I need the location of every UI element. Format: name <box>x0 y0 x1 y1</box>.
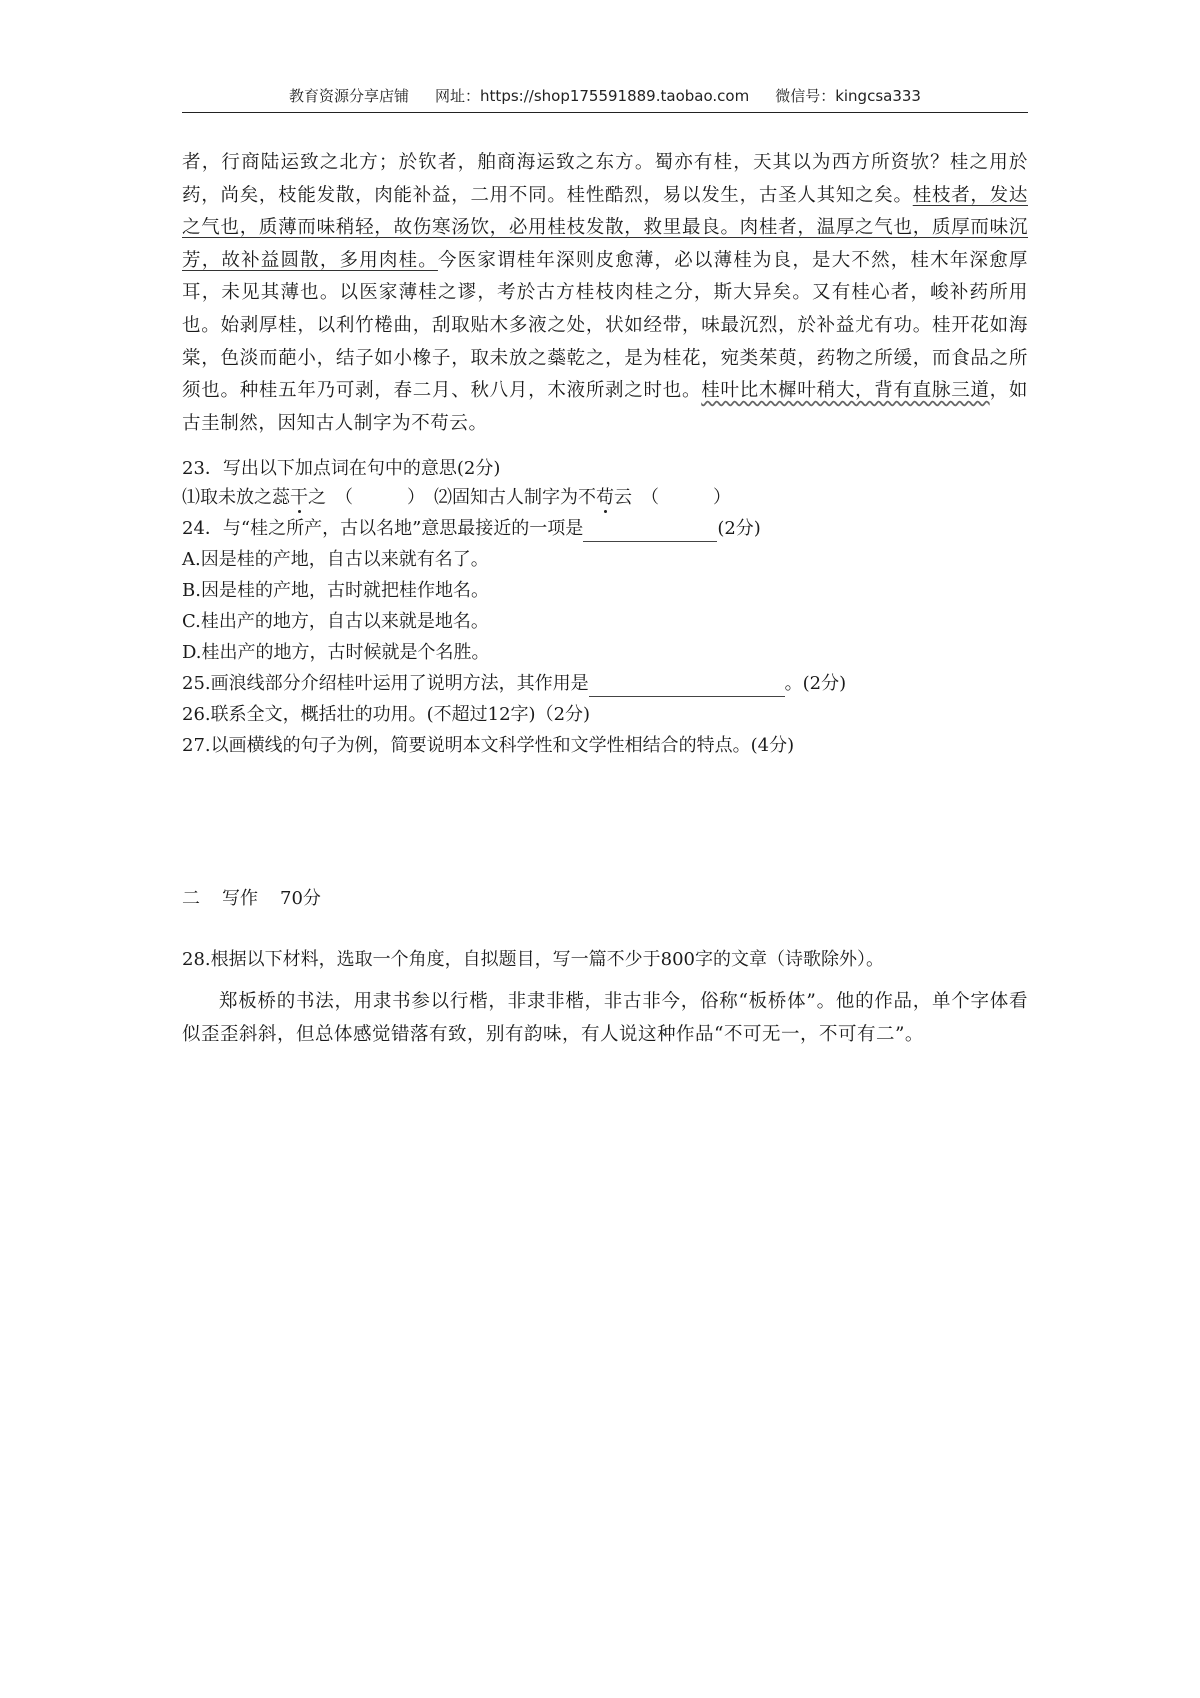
option-b: B.因是桂的产地，古时就把桂作地名。 <box>182 580 489 601</box>
q23-item1-text: ⑴取未放之蕊 <box>182 487 290 508</box>
q25-text: 25.画浪线部分介绍桂叶运用了说明方法，其作用是 <box>182 673 589 694</box>
header-shop: 教育资源分享店铺 <box>289 87 410 105</box>
option-a: A.因是桂的产地，自古以来就有名了。 <box>182 549 489 570</box>
q23-item2-post: 云 （ <box>614 487 659 508</box>
dotted-char: 苟 <box>596 487 614 508</box>
reading-passage <box>182 147 1028 440</box>
wavy-underlined-sentence: 桂叶比木樨叶稍大，背有直脉三道 <box>701 380 990 402</box>
section-number: 二 <box>182 888 200 909</box>
passage-text-3: ，如古圭制然，因知古人制字为不苟云。 <box>182 380 1029 434</box>
section-name: 写作 <box>222 888 258 909</box>
q24-text: 24．与“桂之所产，古以名地”意思最接近的一项是 <box>182 518 584 539</box>
header-url: 网址：https://shop175591889.taobao.com <box>435 87 750 105</box>
question-26: 26.联系全文，概括壮的功用。(不超过12字)（2分) <box>182 704 591 725</box>
q24-score: (2分) <box>717 518 761 539</box>
question-27: 27.以画横线的句子为例，简要说明本文科学性和文学性相结合的特点。(4分) <box>182 735 795 756</box>
q23-item2-close: ） <box>713 487 731 508</box>
answer-blank[interactable] <box>583 517 717 542</box>
option-c: C.桂出产的地方，自古以来就是地名。 <box>182 611 489 632</box>
q25-score: 。(2分) <box>784 673 847 694</box>
writing-material: 郑板桥的书法，用隶书参以行楷，非隶非楷，非古非今，俗称“板桥体”。他的作品，单个字体看似歪歪斜斜，但总体感觉错落有致，别有韵味，有人说这种作品“不可无一，不可有二”。 <box>182 991 1028 1045</box>
option-d: D.桂出产的地方，古时候就是个名胜。 <box>182 642 490 663</box>
question-23: 23．写出以下加点词在句中的意思(2分) <box>182 458 501 479</box>
question-24 <box>182 517 1028 542</box>
section-score: 70分 <box>280 888 321 909</box>
header-wechat: 微信号：kingcsa333 <box>775 87 921 105</box>
q23-item2-text: ） ⑵固知古人制字为不 <box>407 487 596 508</box>
question-28: 28.根据以下材料，选取一个角度，自拟题目，写一篇不少于800字的文章（诗歌除外）。 <box>182 949 884 970</box>
page-header <box>182 84 1028 113</box>
q23-item1-post: 之 （ <box>308 487 353 508</box>
underlined-sentence: 桂枝者，发达之气也，质薄而味稍轻，故伤寒汤饮，必用桂枝发散，救里最良。肉桂者，温厚之气也，质厚而味沉芳，故补益圆散，多用肉桂。 <box>182 184 1028 271</box>
section-writing-title <box>182 887 321 911</box>
passage-text-2: 今医家谓桂年深则皮愈薄，必以薄桂为良，是大不然，桂木年深愈厚耳，未见其薄也。以医家薄桂之谬，考於古方桂枝肉桂之分，斯大异矣。又有桂心者，峻补药所用也。始剥厚桂，以利竹棬曲，刮取贴木多液之处，状如经带，味最沉烈，於补益尤有功。桂开花如海棠，色淡而葩小，结子如小橡子，取未放之蘂乾之，是为桂花，宛类茱萸，药物之所缓，而食品之所须也。种桂五年乃可剥，春二月、秋八月，木液所剥之时也。 <box>182 249 1028 402</box>
answer-blank[interactable] <box>589 672 785 697</box>
dotted-char: 干 <box>290 487 308 508</box>
question-23-items <box>182 486 1028 510</box>
passage-text-1: 者，行商陆运致之北方；於钦者，舶商海运致之东方。蜀亦有桂，天其以为西方所资欤？桂之用於药，尚矣，枝能发散，肉能补益，二用不同。桂性酷烈，易以发生，古圣人其知之矣。 <box>182 152 1028 206</box>
question-25 <box>182 672 1028 697</box>
